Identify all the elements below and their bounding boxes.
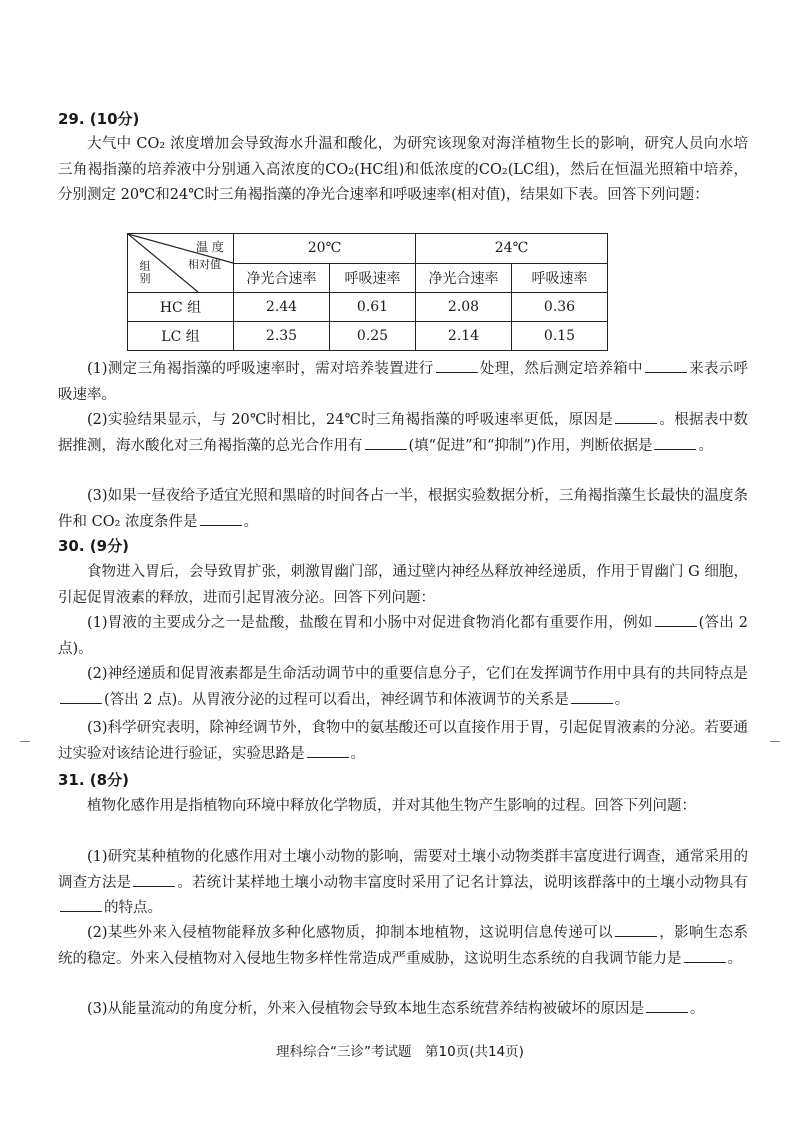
question-29-heading: 29. (10分)	[58, 110, 140, 128]
question-29-part-2	[58, 408, 748, 459]
corner-label-temp: 温 度	[196, 240, 224, 254]
answer-blank[interactable]	[571, 689, 613, 704]
question-31-heading: 31. (8分)	[58, 771, 129, 789]
text: 。根据表中数据推测，海水酸化对三角褐指藻的总光合作用有	[58, 412, 748, 454]
text: (1)研究某种植物的化感作用对土壤小动物的影响，需要对土壤小动物类群丰富度进行调查，通常采用的调查方法是	[58, 849, 748, 891]
header-net-photosynthesis: 净光合速率	[416, 263, 512, 293]
header-respiration: 呼吸速率	[512, 263, 608, 293]
margin-mark	[770, 741, 780, 742]
text: (填“促进”和“抑制”)作用，判断依据是	[408, 437, 653, 454]
table-corner-cell	[128, 234, 234, 293]
text: 。	[698, 437, 713, 454]
question-30-part-1	[58, 611, 748, 662]
answer-blank[interactable]	[436, 358, 478, 373]
text: 。	[614, 691, 630, 708]
margin-mark	[20, 741, 30, 742]
text: (3)如果一昼夜给予适宜光照和黑暗的时间各占一半，根据实验数据分析，三角褐指藻生长最快的温度条件和 CO₂ 浓度条件是	[58, 488, 748, 530]
answer-blank[interactable]	[307, 743, 349, 758]
cell-value: 2.08	[416, 293, 512, 322]
text: (3)科学研究表明，除神经调节外，食物中的氨基酸还可以直接作用于胃，引起促胃液素的分泌。若要通过实验对该结论进行验证，实验思路是	[58, 720, 748, 762]
cell-value: 2.14	[416, 322, 512, 351]
text: (1)胃液的主要成分之一是盐酸，盐酸在胃和小肠中对促进食物消化都有重要作用，例如	[87, 615, 653, 631]
question-31-part-2	[58, 921, 748, 972]
answer-blank[interactable]	[654, 435, 696, 450]
answer-blank[interactable]	[646, 998, 688, 1013]
answer-blank[interactable]	[615, 409, 657, 424]
text: (2)某些外来入侵植物能释放多种化感物质，抑制本地植物，这说明信息传递可以	[87, 925, 613, 941]
text: (3)从能量流动的角度分析，外来入侵植物会导致本地生态系统营养结构被破坏的原因是	[87, 1001, 645, 1017]
text: (1)测定三角褐指藻的呼吸速率时，需对培养装置进行	[87, 361, 434, 377]
cell-value: 2.35	[234, 322, 330, 351]
text: 。	[350, 745, 365, 762]
text: 来表示呼吸速率。	[58, 361, 749, 403]
question-31-intro: 植物化感作用是指植物向环境中释放化学物质，并对其他生物产生影响的过程。回答下列问题：	[87, 798, 696, 814]
row-group: LC 组	[128, 322, 234, 351]
data-table	[127, 233, 608, 351]
answer-blank[interactable]	[133, 872, 175, 887]
header-temp-24: 24℃	[416, 234, 608, 264]
question-30-intro: 食物进入胃后，会导致胃扩张，刺激胃幽门部，通过壁内神经丛释放神经递质，作用于胃幽门 G 细胞，引起促胃液素的释放，进而引起胃液分泌。回答下列问题：	[58, 564, 748, 606]
table-row	[128, 293, 608, 322]
text: 。	[690, 1001, 705, 1017]
answer-blank[interactable]	[684, 948, 726, 963]
question-30-part-3	[58, 716, 748, 767]
question-30-heading: 30. (9分)	[58, 537, 129, 555]
cell-value: 0.61	[330, 293, 416, 322]
cell-value: 2.44	[234, 293, 330, 322]
question-31-part-3	[58, 997, 748, 1023]
answer-blank[interactable]	[615, 922, 657, 937]
text: (2)神经递质和促胃液素都是生命活动调节中的重要信息分子，它们在发挥调节作用中具有的共同特点是	[87, 666, 748, 682]
question-30-part-2	[58, 662, 748, 713]
cell-value: 0.15	[512, 322, 608, 351]
question-31-part-1	[58, 845, 748, 922]
header-respiration: 呼吸速率	[330, 263, 416, 293]
answer-blank[interactable]	[60, 897, 102, 912]
answer-blank[interactable]	[365, 435, 407, 450]
text: 。若统计某样地土壤小动物丰富度时采用了记名计算法，说明该群落中的土壤小动物具有	[177, 874, 749, 891]
text: ，影响生态系统的稳定。外来入侵植物对入侵地生物多样性常造成严重威胁，这说明生态系统的自我调节能力是	[58, 925, 748, 967]
text: 。	[243, 513, 259, 530]
header-temp-20: 20℃	[234, 234, 416, 264]
header-net-photosynthesis: 净光合速率	[234, 263, 330, 293]
page-footer: 理科综合“三诊”考试题 第10页(共14页)	[276, 1044, 524, 1060]
cell-value: 0.25	[330, 322, 416, 351]
question-29-intro: 大气中 CO₂ 浓度增加会导致海水升温和酸化，为研究该现象对海洋植物生长的影响，研究人员向水培三角褐指藻的培养液中分别通入高浓度的CO₂(HC组)和低浓度的CO₂(LC组)，然后在恒温光照箱中培养，分别测定 20℃和24℃时三角褐指藻的净光合速率和呼吸速率(相对值)，结果如下表。回答下列问题：	[58, 136, 748, 203]
cell-value: 0.36	[512, 293, 608, 322]
question-29-part-3	[58, 484, 748, 535]
answer-blank[interactable]	[655, 612, 697, 627]
answer-blank[interactable]	[645, 358, 687, 373]
answer-blank[interactable]	[200, 511, 242, 526]
corner-label-relative: 相对值	[188, 258, 221, 271]
corner-label-group: 组 别	[138, 260, 151, 283]
text: (答出 2 点)。从胃液分泌的过程可以看出，神经调节和体液调节的关系是	[104, 691, 569, 708]
answer-blank[interactable]	[60, 689, 102, 704]
text: (2)实验结果显示，与 20℃时相比，24℃时三角褐指藻的呼吸速率更低，原因是	[87, 412, 614, 428]
text: 处理，然后测定培养箱中	[479, 361, 643, 377]
table-row	[128, 322, 608, 351]
text: (答出 2 点)。	[58, 615, 748, 657]
text: 。	[727, 950, 742, 967]
text: 的特点。	[104, 900, 162, 916]
question-29-part-1	[58, 357, 748, 408]
row-group: HC 组	[128, 293, 234, 322]
